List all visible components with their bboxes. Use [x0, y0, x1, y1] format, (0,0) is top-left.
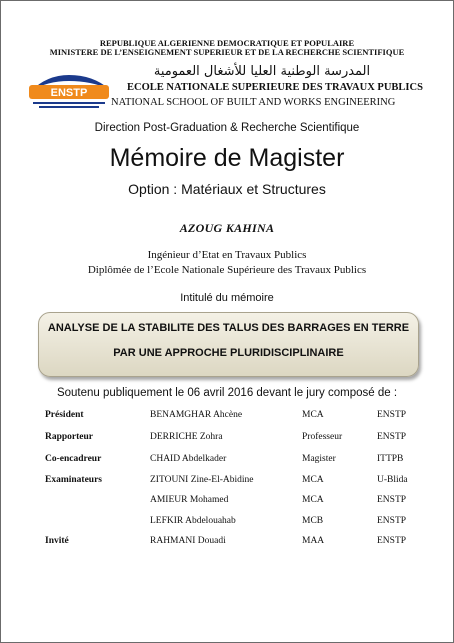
jury-name: ZITOUNI Zine-El-Abidine	[150, 475, 254, 485]
jury-row	[1, 454, 453, 469]
direction-line: Direction Post-Graduation & Recherche Scientifique	[94, 122, 360, 134]
ministry-line: MINISTERE DE L’ENSEIGNEMENT SUPERIEUR ET DE LA RECHERCHE SCIENTIFIQUE	[49, 47, 405, 57]
jury-row	[1, 410, 453, 425]
jury-row	[1, 475, 453, 490]
jury-grade: MCA	[302, 495, 324, 505]
school-name-french: ECOLE NATIONALE SUPERIEURE DES TRAVAUX PUBLICS	[127, 82, 423, 93]
jury-name: CHAID Abdelkader	[150, 454, 227, 464]
jury-institution: ENSTP	[377, 495, 407, 505]
thesis-title-box	[38, 312, 419, 377]
republic-line: REPUBLIQUE ALGERIENNE DEMOCRATIQUE ET POPULAIRE	[99, 38, 355, 48]
jury-role: Co-encadreur	[45, 454, 102, 464]
jury-institution: ENSTP	[377, 432, 407, 442]
jury-name: LEFKIR Abdelouahab	[150, 516, 236, 526]
jury-grade: Professeur	[302, 432, 343, 442]
jury-name: DERRICHE Zohra	[150, 432, 223, 442]
thesis-label: Intitulé du mémoire	[180, 292, 274, 304]
jury-row	[1, 516, 453, 531]
jury-name: RAHMANI Douadi	[150, 536, 226, 546]
enstp-logo	[25, 69, 113, 111]
jury-institution: ENSTP	[377, 516, 407, 526]
jury-institution: U-Blida	[377, 475, 408, 485]
logo-line-2	[39, 106, 99, 108]
jury-row	[1, 536, 453, 551]
jury-grade: MCA	[302, 410, 324, 420]
degree-line-2: Diplômée de l’Ecole Nationale Supérieure des Travaux Publics	[87, 264, 367, 276]
jury-grade: Magister	[302, 454, 336, 464]
jury-name: AMIEUR Mohamed	[150, 495, 229, 505]
school-name-arabic: المدرسة الوطنية العليا للأشغال العمومية	[153, 64, 371, 79]
jury-institution: ITTPB	[377, 454, 404, 464]
jury-role: Examinateurs	[45, 475, 102, 485]
jury-grade: MAA	[302, 536, 325, 546]
jury-grade: MCA	[302, 475, 324, 485]
logo-line-1	[33, 102, 105, 104]
school-name-english: NATIONAL SCHOOL OF BUILT AND WORKS ENGINEERING	[111, 97, 396, 108]
jury-name: BENAMGHAR Ahcène	[150, 410, 243, 420]
option-line: Option : Matériaux et Structures	[128, 181, 326, 197]
jury-institution: ENSTP	[377, 410, 407, 420]
logo-text: ENSTP	[50, 87, 88, 99]
thesis-title-line-1: ANALYSE DE LA STABILITE DES TALUS DES BARRAGES EN TERRE	[47, 322, 410, 334]
jury-row	[1, 495, 453, 510]
jury-role: Rapporteur	[45, 432, 94, 442]
jury-role: Invité	[45, 536, 69, 546]
jury-row	[1, 432, 453, 447]
author-name: AZOUG KAHINA	[179, 221, 275, 235]
degree-line-1: Ingénieur d’Etat en Travaux Publics	[147, 249, 307, 261]
defense-statement: Soutenu publiquement le 06 avril 2016 devant le jury composé de :	[56, 387, 398, 399]
document-title: Mémoire de Magister	[109, 144, 345, 172]
thesis-title-line-2: PAR UNE APPROCHE PLURIDISCIPLINAIRE	[113, 347, 344, 359]
jury-grade: MCB	[302, 516, 324, 526]
jury-institution: ENSTP	[377, 536, 407, 546]
jury-role: Président	[45, 410, 84, 420]
